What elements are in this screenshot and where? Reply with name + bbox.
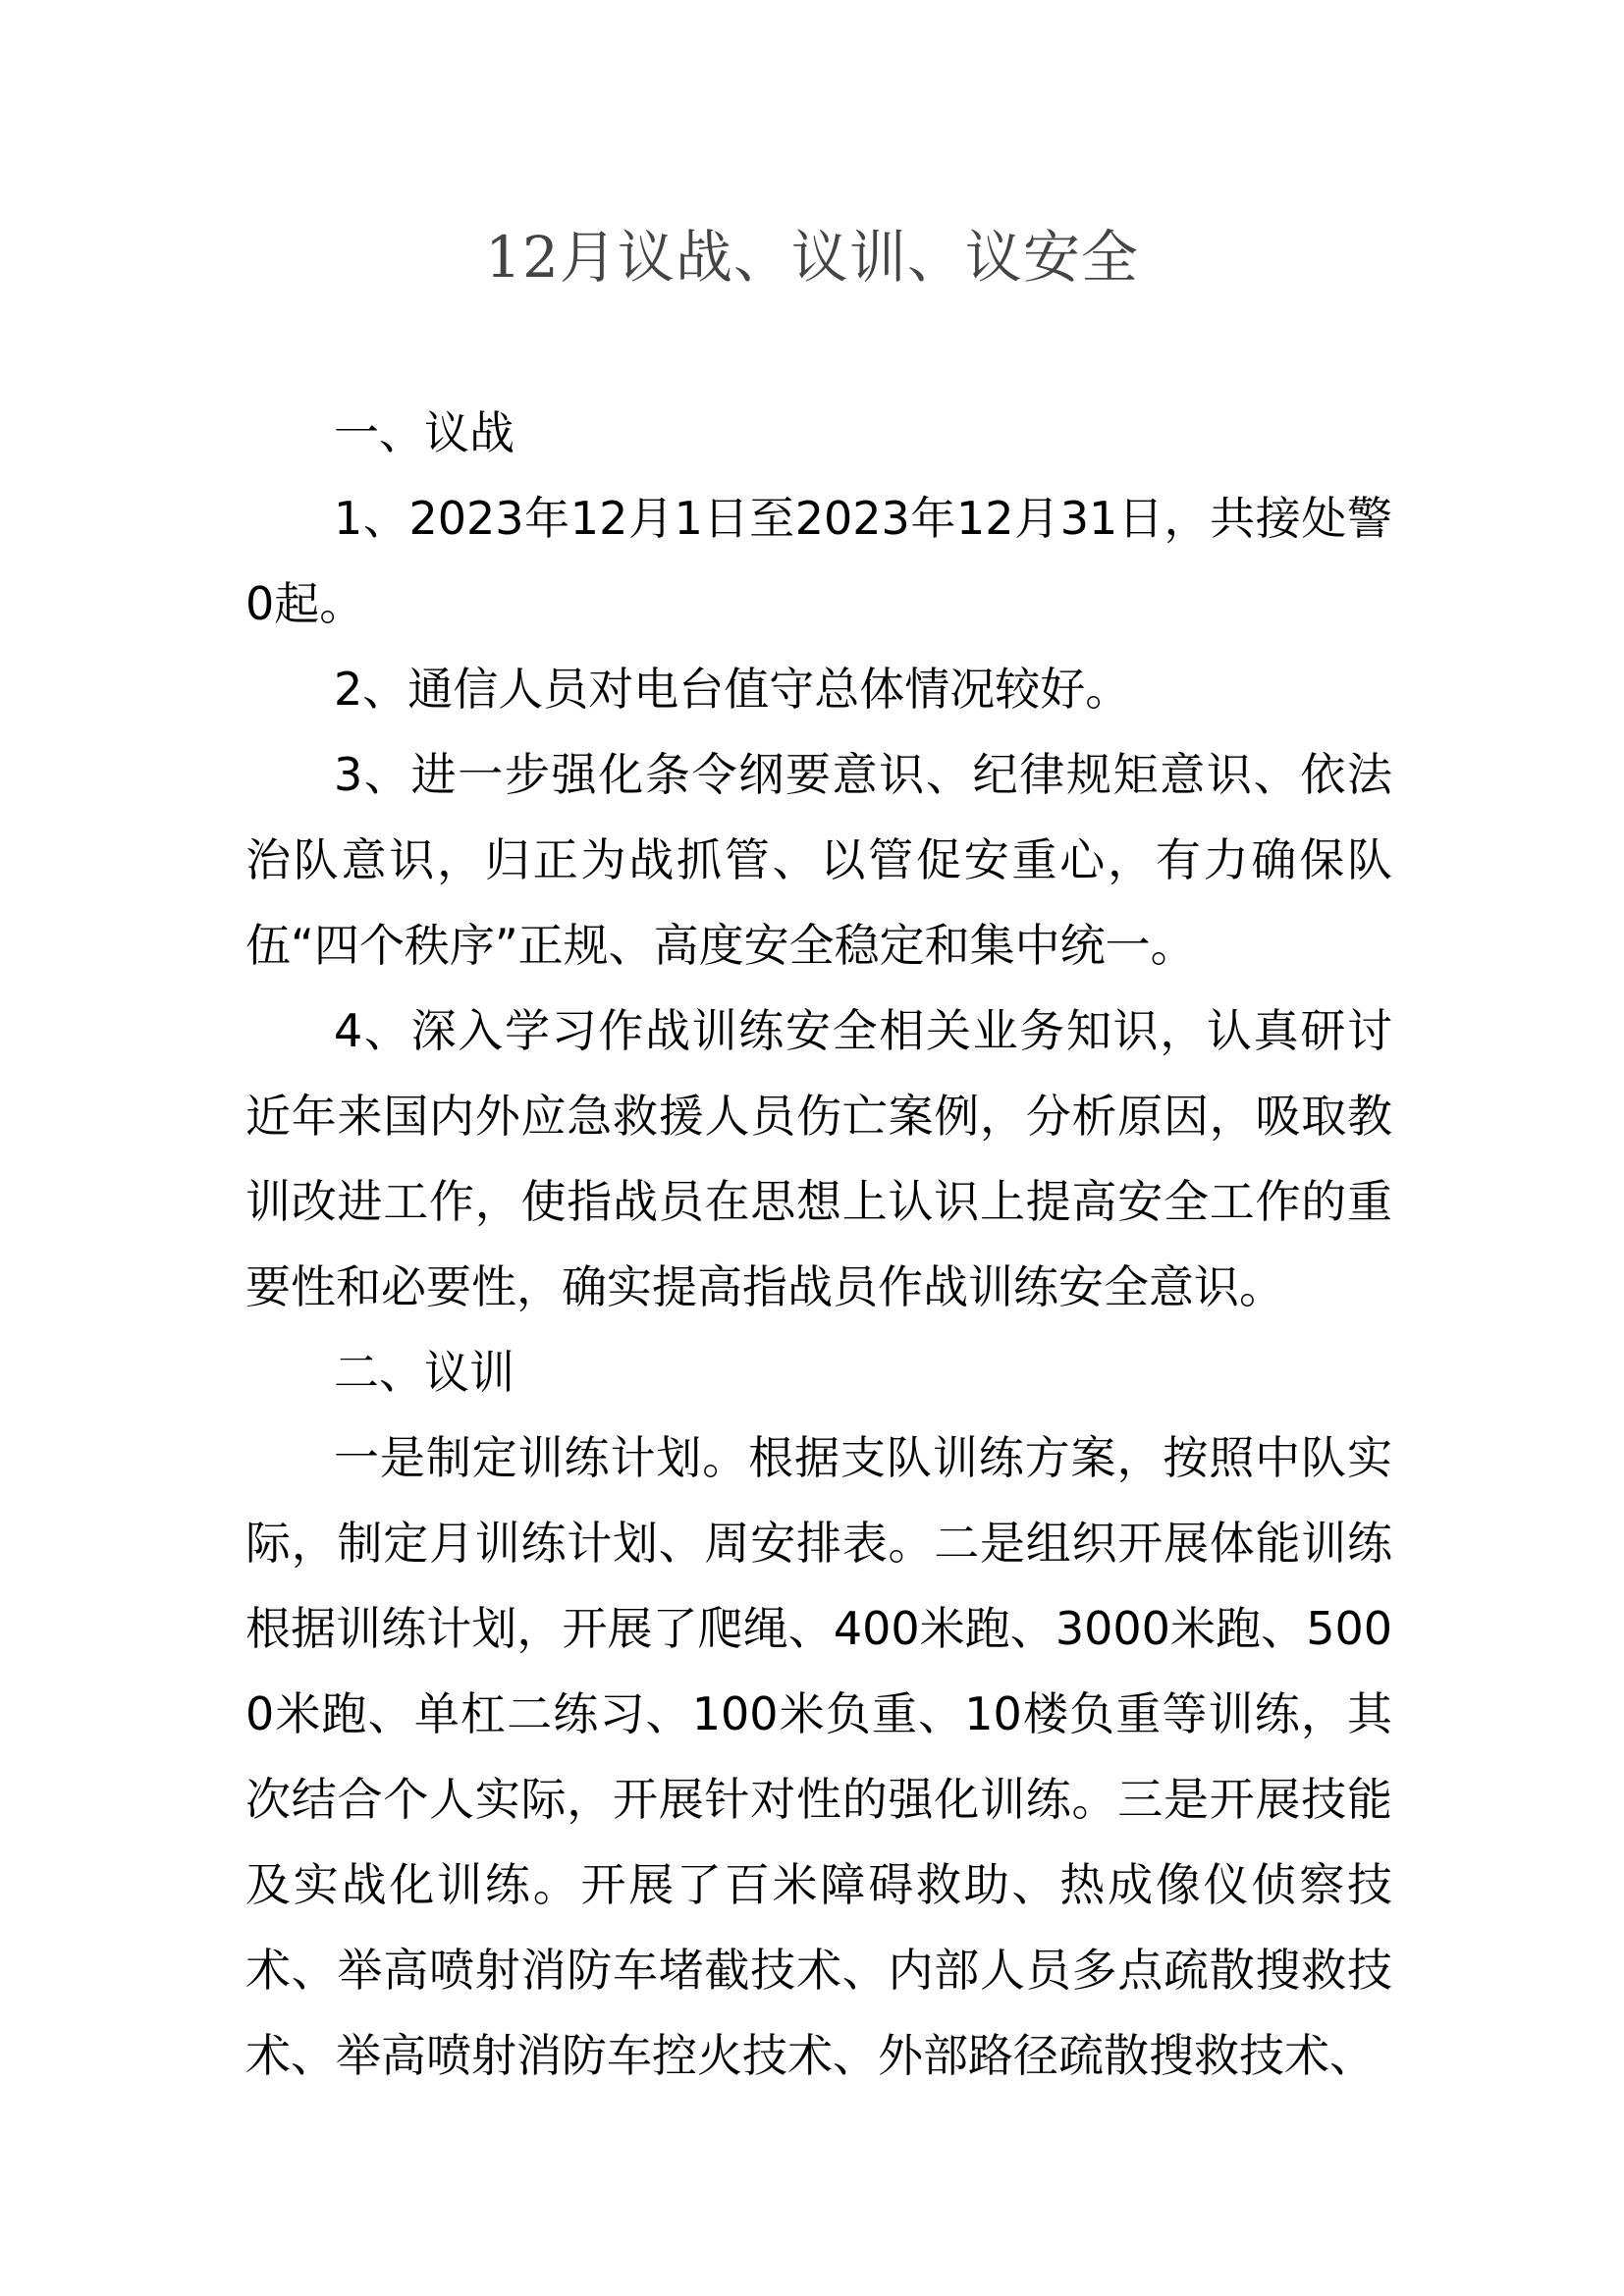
document-title: 12月议战、议训、议安全 — [485, 224, 1139, 291]
section-heading: 一、议战 — [334, 406, 514, 459]
paragraph: 3、进一步强化条令纲要意识、纪律规矩意识、依法治队意识，归正为战抓管、以管促安重心，有力确保队伍“四个秩序”正规、高度安全稳定和集中统一。 — [245, 748, 1392, 972]
paragraph: 4、深入学习作战训练安全相关业务知识，认真研讨近年来国内外应急救援人员伤亡案例，分析原因，吸取教训改进工作，使指战员在思想上认识上提高安全工作的重要性和必要性，确实提高指战员作战训练安全意识。 — [245, 1004, 1392, 1313]
paragraph: 1、2023年12月1日至2023年12月31日，共接处警0起。 — [245, 492, 1392, 630]
paragraph: 一是制定训练计划。根据支队训练方案，按照中队实际，制定月训练计划、周安排表。二是组织开展体能训练根据训练计划，开展了爬绳、400米跑、3000米跑、5000米跑、单杠二练习、100米负重、10楼负重等训练，其次结合个人实际，开展针对性的强化训练。三是开展技能及实战化训练。开展了百米障碍救助、热成像仪侦察技术、举高喷射消防车堵截技术、内部人员多点疏散搜救技术、举高喷射消防车控火技术、外部路径疏散搜救技术、 — [245, 1431, 1392, 2082]
section-heading: 二、议训 — [334, 1346, 514, 1399]
paragraph: 2、通信人员对电台值守总体情况较好。 — [334, 663, 1131, 716]
document-body — [245, 391, 1392, 2099]
